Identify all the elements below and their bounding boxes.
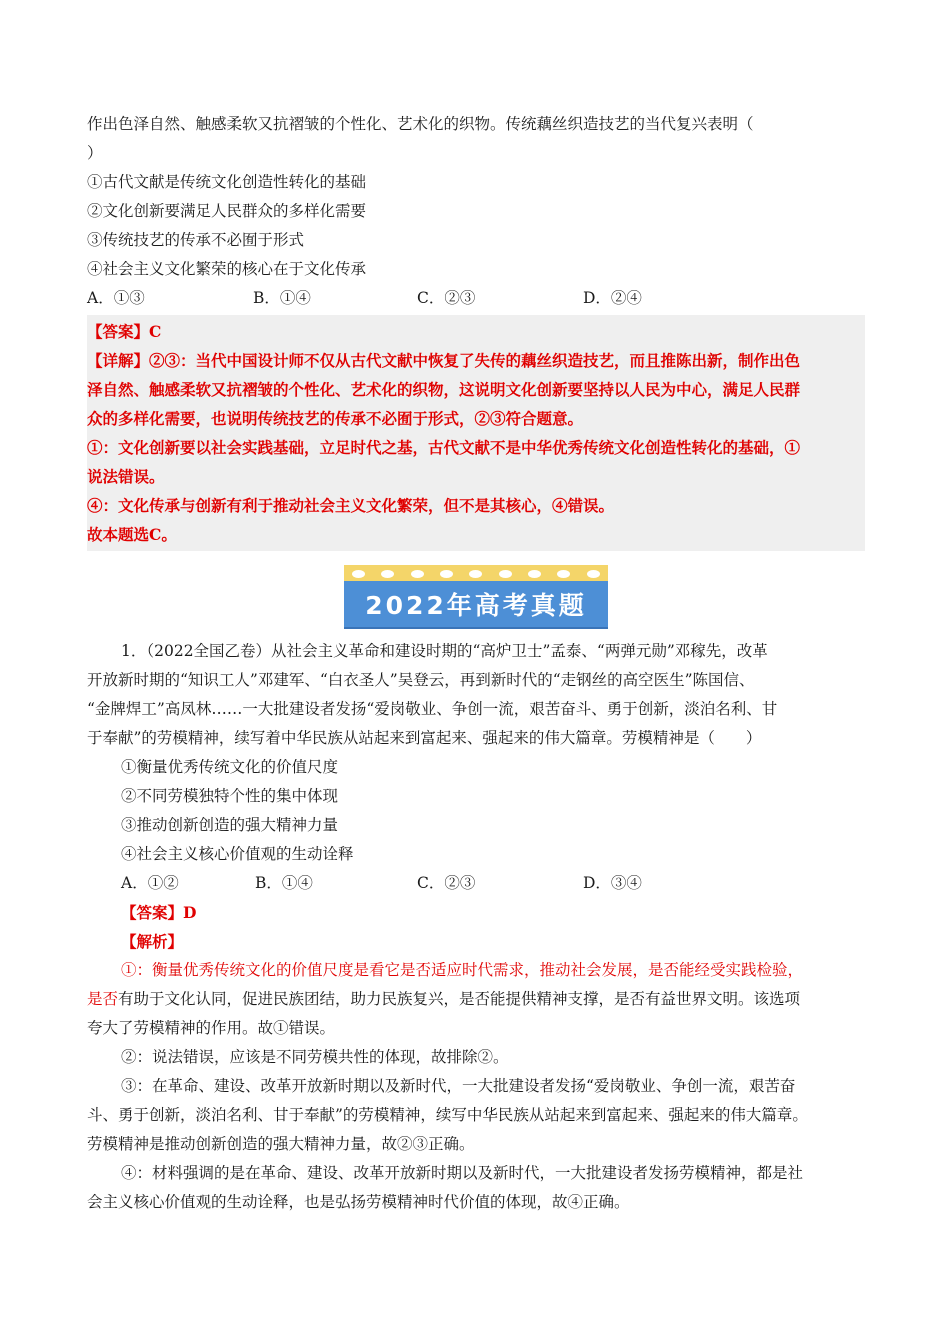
- previous-question: [87, 110, 865, 551]
- choice-item-2: ②文化创新要满足人民群众的多样化需要: [87, 202, 367, 220]
- banner-dot-icon: [411, 570, 424, 578]
- answer-label: 【答案】C: [87, 322, 162, 341]
- banner-body: [344, 581, 608, 629]
- answer-options: [87, 284, 865, 313]
- q1-choice-item-3: ③推动创新创造的强大精神力量: [121, 816, 339, 834]
- q1-choice-item-4: ④社会主义核心价值观的生动诠释: [121, 845, 354, 863]
- section-banner: [87, 565, 865, 627]
- choice-item-1: ①古代文献是传统文化创造性转化的基础: [87, 173, 367, 191]
- banner-dot-icon: [440, 570, 453, 578]
- q1-analysis-p3-line-3: 劳模精神是推动创新创造的强大精神力量，故②③正确。: [87, 1135, 475, 1153]
- banner-dot-icon: [557, 570, 570, 578]
- banner-graphic: [344, 565, 608, 627]
- detail-line-6: ④：文化传承与创新有利于推动社会主义文化繁荣，但不是其核心，④错误。: [87, 496, 615, 515]
- q1-analysis-p3-line-1: ③：在革命、建设、改革开放新时期以及新时代，一大批建设者发扬“爱岗敬业、争创一流，艰苦奋: [121, 1077, 796, 1095]
- q1-answer-options: [87, 869, 865, 898]
- question-stem: 作出色泽自然、触感柔软又抗褶皱的个性化、艺术化的织物。传统藕丝织造技艺的当代复兴表明（: [87, 115, 754, 133]
- q1-stem-line-2: 开放新时期的“知识工人”邓建军、“白衣圣人”吴登云，再到新时代的“走钢丝的高空医生”陈国信、: [87, 671, 755, 689]
- detail-line-4: ①：文化创新要以社会实践基础，立足时代之基，古代文献不是中华优秀传统文化创造性转化的基础，①: [87, 438, 801, 457]
- option-d: D．②④: [583, 289, 642, 307]
- detail-line-1: 【详解】②③：当代中国设计师不仅从古代文献中恢复了失传的藕丝织造技艺，而且推陈出新，制作出色: [87, 351, 801, 370]
- answer-explanation-box: [87, 315, 865, 551]
- section-title: 2022年高考真题: [365, 591, 587, 620]
- q1-option-d: D．③④: [583, 874, 642, 892]
- q1-option-c: C．②③: [417, 874, 476, 892]
- detail-line-7: 故本题选C。: [87, 525, 177, 544]
- detail-line-3: 众的多样化需要，也说明传统技艺的传承不必囿于形式，②③符合题意。: [87, 409, 584, 428]
- q1-stem-line-3: “金牌焊工”高凤林……一大批建设者发扬“爱岗敬业、争创一流，艰苦奋斗、勇于创新，淡泊名利、甘: [87, 700, 778, 718]
- q1-option-a: A．①②: [121, 874, 179, 892]
- q1-analysis-p1-line-2-rest: 有助于文化认同，促进民族团结，助力民族复兴，是否能提供精神支撑，是否有益世界文明。该选项: [118, 990, 801, 1008]
- choice-item-4: ④社会主义文化繁荣的核心在于文化传承: [87, 260, 367, 278]
- q1-analysis-label: 【解析】: [121, 932, 184, 951]
- choice-item-3: ③传统技艺的传承不必囿于形式: [87, 231, 305, 249]
- option-b: B．①④: [253, 289, 311, 307]
- option-c: C．②③: [417, 289, 476, 307]
- q1-analysis-p1-line-2: [87, 985, 865, 1014]
- banner-dot-icon: [528, 570, 541, 578]
- q1-analysis-p2: ②：说法错误，应该是不同劳模共性的体现，故排除②。: [121, 1048, 509, 1066]
- q1-analysis-highlight: 是否: [87, 990, 119, 1008]
- option-a: A．①③: [87, 289, 145, 307]
- detail-line-2: 泽自然、触感柔软又抗褶皱的个性化、艺术化的织物，这说明文化创新要坚持以人民为中心，满足人民群: [87, 380, 801, 399]
- banner-dot-icon: [587, 570, 600, 578]
- detail-line-5: 说法错误。: [87, 467, 165, 486]
- q1-stem-line-4: 于奉献”的劳模精神，续写着中华民族从站起来到富起来、强起来的伟大篇章。劳模精神是（ ）: [87, 729, 762, 747]
- q1-analysis-p1-line-3: 夸大了劳模精神的作用。故①错误。: [87, 1019, 336, 1037]
- q1-choice-item-2: ②不同劳模独特个性的集中体现: [121, 787, 339, 805]
- banner-dot-icon: [469, 570, 482, 578]
- q1-analysis-p3-line-2: 斗、勇于创新，淡泊名利、甘于奉献”的劳模精神，续写中华民族从站起来到富起来、强起来的伟大篇章。: [87, 1106, 808, 1124]
- q1-option-b: B．①④: [255, 874, 313, 892]
- q1-stem-line-1: 1．（2022全国乙卷）从社会主义革命和建设时期的“高炉卫士”孟泰、“两弹元勋”邓稼先，改革: [121, 642, 768, 660]
- banner-dot-icon: [499, 570, 512, 578]
- q1-answer-label: 【答案】D: [121, 903, 197, 922]
- document-page: [87, 110, 865, 1217]
- question-1: [87, 637, 865, 1217]
- q1-analysis-p1-line-1: ①：衡量优秀传统文化的价值尺度是看它是否适应时代需求，推动社会发展，是否能经受实践检验，: [121, 961, 804, 979]
- q1-analysis-p4-line-1: ④：材料强调的是在革命、建设、改革开放新时期以及新时代，一大批建设者发扬劳模精神，都是社: [121, 1164, 804, 1182]
- q1-analysis-p4-line-2: 会主义核心价值观的生动诠释，也是弘扬劳模精神时代价值的体现，故④正确。: [87, 1193, 630, 1211]
- banner-dot-icon: [352, 570, 365, 578]
- q1-choice-item-1: ①衡量优秀传统文化的价值尺度: [121, 758, 339, 776]
- question-stem-end: ）: [87, 144, 103, 162]
- banner-dot-icon: [381, 570, 394, 578]
